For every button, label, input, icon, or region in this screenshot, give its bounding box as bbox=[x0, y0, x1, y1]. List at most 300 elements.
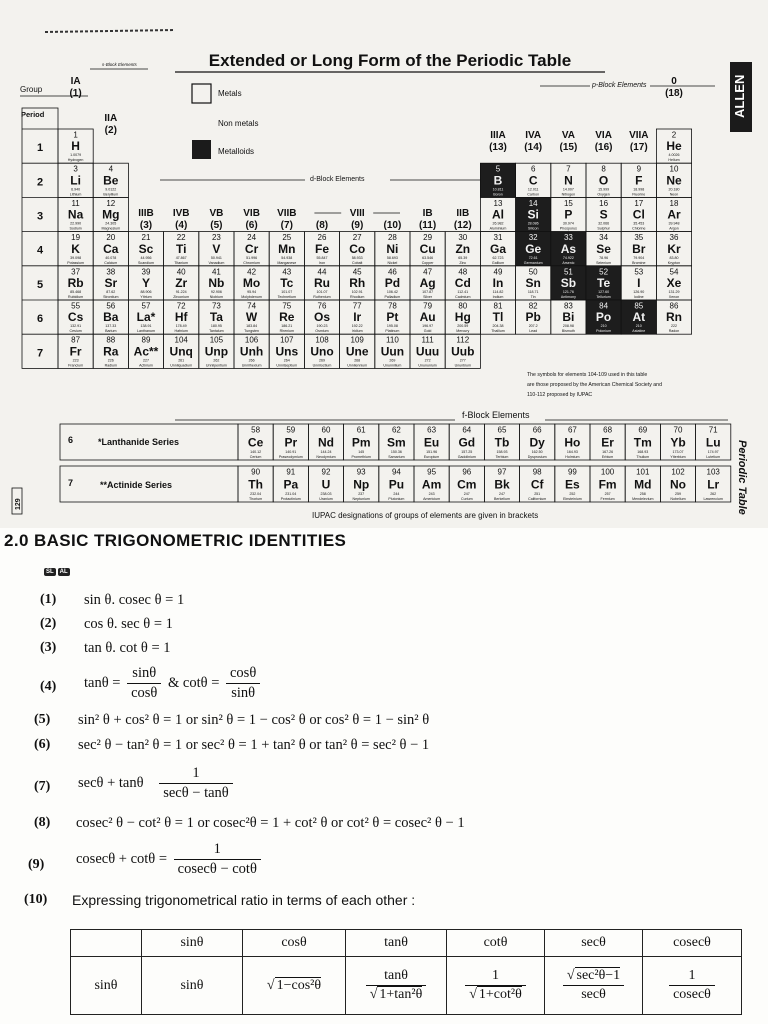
element-cell-th bbox=[238, 466, 273, 502]
element-symbol: Fe bbox=[314, 241, 330, 256]
element-symbol: Ge bbox=[525, 241, 542, 256]
element-name: Cerium bbox=[249, 455, 262, 459]
element-cell-nb bbox=[199, 266, 234, 300]
element-cell-cf bbox=[520, 466, 555, 502]
atomic-number: 12 bbox=[106, 198, 116, 208]
atomic-number: 25 bbox=[282, 233, 292, 243]
element-symbol: Cl bbox=[632, 207, 645, 222]
element-name: Ununnilium bbox=[383, 363, 402, 368]
element-cell-zr bbox=[164, 266, 199, 300]
identity-text: cosec² θ − cot² θ = 1 or cosec²θ = 1 + cot² θ or cot² θ = cosec² θ − 1 bbox=[76, 815, 465, 831]
atomic-mass: 237 bbox=[358, 492, 365, 496]
atomic-number: 111 bbox=[421, 335, 434, 345]
element-symbol: I bbox=[637, 276, 641, 291]
element-symbol: Y bbox=[141, 276, 151, 291]
element-cell-cl bbox=[621, 197, 656, 231]
tan-lhs: tanθ = bbox=[84, 674, 121, 691]
period-number: 5 bbox=[36, 278, 44, 291]
atomic-number: 45 bbox=[352, 267, 362, 277]
element-cell-unq bbox=[164, 334, 199, 368]
element-cell-pd bbox=[375, 266, 410, 300]
element-name: Unnilennium bbox=[347, 363, 368, 368]
legend-nonmetals-label: Non metals bbox=[218, 119, 259, 128]
atomic-mass: 231.04 bbox=[285, 492, 297, 496]
atomic-mass: 192.22 bbox=[351, 324, 363, 329]
element-cell-as bbox=[551, 232, 586, 266]
element-name: Silicon bbox=[527, 226, 539, 231]
element-symbol: W bbox=[245, 310, 258, 325]
element-cell-ga bbox=[480, 232, 515, 266]
element-symbol: Uun bbox=[380, 344, 405, 359]
group-numeral: IVA bbox=[525, 130, 542, 141]
element-symbol: Ca bbox=[103, 241, 119, 256]
table-header-cell: secθ bbox=[545, 930, 643, 957]
atomic-number: 84 bbox=[599, 301, 609, 311]
element-name: Argon bbox=[669, 226, 679, 231]
actinide-row-number: 7 bbox=[68, 478, 74, 488]
atomic-mass: 140.12 bbox=[250, 450, 262, 454]
element-name: Oxygen bbox=[597, 192, 610, 197]
element-symbol: Pm bbox=[351, 435, 371, 450]
element-cell-la bbox=[128, 300, 163, 334]
atomic-mass: 262 bbox=[710, 492, 717, 496]
atomic-number: 24 bbox=[247, 233, 257, 243]
group-numeral: IVB bbox=[172, 208, 190, 219]
group-numeral: VIB bbox=[243, 208, 260, 219]
element-symbol: Zr bbox=[175, 276, 188, 291]
element-cell-mn bbox=[269, 232, 304, 266]
element-name: Uranium bbox=[319, 497, 333, 501]
atomic-mass: 226 bbox=[107, 358, 114, 363]
side-periodic-table-label: Periodic Table bbox=[736, 440, 748, 515]
atomic-mass: 247 bbox=[499, 492, 505, 496]
atomic-mass: 74.922 bbox=[562, 255, 574, 260]
element-symbol: Ho bbox=[564, 435, 581, 450]
element-symbol: Ne bbox=[666, 173, 682, 188]
element-cell-si bbox=[516, 197, 551, 231]
element-name: Technetium bbox=[277, 295, 296, 299]
sec-plus-tan-lhs: secθ + tanθ bbox=[78, 774, 144, 791]
element-name: Krypton bbox=[667, 260, 681, 265]
table-header-cell bbox=[71, 930, 142, 957]
reciprocal-fraction: $\frac{1}{\sec\theta - \tan\theta}$ bbox=[159, 765, 233, 802]
element-name: Mercury bbox=[456, 329, 470, 334]
atomic-mass: 91.224 bbox=[175, 290, 187, 294]
element-cell-ge bbox=[516, 232, 551, 266]
element-name: Cesium bbox=[69, 329, 82, 334]
table-header-cell: tanθ bbox=[346, 930, 447, 957]
atomic-number: 48 bbox=[458, 267, 468, 277]
group-number: (15) bbox=[559, 142, 578, 153]
atomic-mass: 39.948 bbox=[668, 221, 680, 226]
element-cell-ce bbox=[238, 424, 273, 460]
element-cell-une bbox=[340, 334, 375, 368]
lanthanide-row-number: 6 bbox=[68, 435, 74, 445]
atomic-number: 19 bbox=[71, 233, 81, 243]
group-numeral: IB bbox=[422, 208, 433, 219]
element-name: Tungsten bbox=[244, 329, 260, 334]
element-cell-cd bbox=[445, 266, 480, 300]
atomic-mass: 88.906 bbox=[140, 290, 152, 294]
element-symbol: Li bbox=[70, 173, 81, 188]
element-name: Europium bbox=[423, 455, 440, 459]
element-symbol: Co bbox=[349, 241, 366, 256]
atomic-number: 57 bbox=[141, 301, 151, 311]
element-symbol: Ru bbox=[314, 276, 330, 291]
atomic-mass: 196.97 bbox=[422, 324, 434, 329]
element-symbol: Er bbox=[601, 435, 614, 450]
atomic-number: 4 bbox=[108, 164, 114, 174]
atomic-mass: 227 bbox=[143, 358, 149, 363]
element-symbol: Po bbox=[595, 310, 612, 325]
identity-4 bbox=[0, 665, 768, 705]
element-cell-o bbox=[586, 163, 621, 197]
atomic-number: 107 bbox=[280, 335, 294, 345]
atomic-number: 108 bbox=[315, 335, 329, 345]
page-number: 129 bbox=[15, 498, 22, 510]
element-name: Unnilhexium bbox=[241, 363, 262, 368]
atomic-number: 67 bbox=[567, 425, 577, 435]
level-badges bbox=[44, 568, 70, 576]
element-symbol: Cr bbox=[244, 241, 259, 256]
atomic-mass: 207.2 bbox=[528, 324, 538, 329]
element-symbol: Hg bbox=[454, 310, 471, 325]
group-number: (4) bbox=[175, 220, 188, 231]
group-number: (8) bbox=[315, 220, 329, 231]
element-symbol: Ir bbox=[353, 310, 362, 325]
element-cell-fr bbox=[58, 334, 93, 368]
atomic-mass: 158.93 bbox=[496, 450, 508, 454]
element-symbol: Be bbox=[103, 173, 119, 188]
element-cell-er bbox=[590, 424, 625, 460]
atomic-number: 88 bbox=[106, 335, 116, 345]
atomic-mass: 47.867 bbox=[175, 255, 187, 260]
atomic-mass: 54.938 bbox=[281, 255, 293, 260]
atomic-mass: 162.50 bbox=[531, 450, 543, 454]
element-symbol: Tm bbox=[633, 435, 652, 450]
atomic-mass: 200.59 bbox=[457, 324, 469, 329]
atomic-mass: 79.904 bbox=[633, 255, 645, 260]
atomic-number: 16 bbox=[599, 198, 609, 208]
atomic-number: 34 bbox=[599, 233, 609, 243]
element-name: Beryllium bbox=[103, 192, 119, 197]
group-number: (3) bbox=[139, 220, 153, 231]
atomic-mass: 32.066 bbox=[598, 221, 610, 226]
element-symbol: B bbox=[493, 173, 503, 188]
element-cell-b bbox=[480, 163, 515, 197]
element-name: Unununium bbox=[418, 363, 437, 368]
atomic-number: 82 bbox=[528, 301, 538, 311]
element-symbol: Rn bbox=[666, 310, 682, 325]
atomic-number: 76 bbox=[317, 301, 327, 311]
element-symbol: Sn bbox=[525, 276, 541, 291]
identity-text: sec² θ − tan² θ = 1 or sec² θ = 1 + tan² θ or tan² θ = sec² θ − 1 bbox=[78, 737, 430, 753]
element-name: Promethium bbox=[351, 455, 371, 459]
atomic-mass: 183.84 bbox=[246, 324, 258, 329]
element-name: Cadmium bbox=[455, 295, 471, 299]
element-symbol: Mn bbox=[278, 241, 296, 256]
element-symbol: Pb bbox=[525, 310, 541, 325]
atomic-number: 71 bbox=[708, 425, 718, 435]
element-name: Platinum bbox=[385, 329, 400, 334]
element-symbol: Cd bbox=[454, 276, 471, 291]
element-cell-np bbox=[344, 466, 379, 502]
atomic-number: 1 bbox=[73, 130, 78, 140]
element-cell-gd bbox=[449, 424, 484, 460]
element-name: Antimony bbox=[560, 295, 576, 299]
atomic-number: 42 bbox=[247, 267, 257, 277]
table-header-cell: cosθ bbox=[243, 930, 346, 957]
atomic-number: 5 bbox=[495, 164, 501, 174]
element-name: Lawrencium bbox=[703, 497, 723, 501]
atomic-mass: 6.940 bbox=[71, 187, 81, 192]
element-cell-be bbox=[93, 163, 128, 197]
atomic-mass: 210 bbox=[600, 324, 607, 329]
atomic-number: 29 bbox=[423, 233, 433, 243]
atomic-mass: 106.42 bbox=[386, 290, 398, 294]
atomic-mass: 63.546 bbox=[422, 255, 434, 260]
table-cell: $\frac{1}{\text{√ 1+cot²θ}}$ bbox=[447, 957, 545, 1015]
atomic-mass: 50.941 bbox=[210, 255, 222, 260]
atomic-number: 40 bbox=[176, 267, 186, 277]
element-symbol: Ce bbox=[247, 435, 264, 450]
period-number: 6 bbox=[36, 313, 44, 326]
group-number: (17) bbox=[629, 142, 648, 153]
element-symbol: Np bbox=[353, 477, 370, 492]
element-name: Tin bbox=[530, 295, 536, 299]
atomic-mass: 238.03 bbox=[320, 492, 332, 496]
element-name: Curium bbox=[461, 497, 473, 501]
identity-number: (9) bbox=[28, 857, 45, 872]
atomic-number: 10 bbox=[669, 164, 679, 174]
table-header-cell: cotθ bbox=[447, 930, 545, 957]
element-name: Scandium bbox=[138, 260, 154, 265]
atomic-mass: 118.71 bbox=[527, 290, 539, 294]
atomic-mass: 40.078 bbox=[105, 255, 117, 260]
element-name: Calcium bbox=[104, 260, 118, 265]
atomic-number: 101 bbox=[636, 467, 650, 477]
group-number: (12) bbox=[453, 220, 472, 231]
atomic-mass: 28.086 bbox=[527, 221, 539, 226]
atomic-number: 7 bbox=[566, 164, 571, 174]
element-cell-ir bbox=[340, 300, 375, 334]
element-name: Americium bbox=[423, 497, 441, 501]
element-cell-ac bbox=[128, 334, 163, 368]
group-number: (1) bbox=[69, 88, 82, 99]
cos-over-sin-fraction: $\frac{\cos\theta}{\sin\theta}$ bbox=[226, 665, 260, 702]
element-symbol: Ga bbox=[489, 241, 507, 256]
element-cell-pb bbox=[516, 300, 551, 334]
group-number: (5) bbox=[210, 220, 223, 231]
element-symbol: Cs bbox=[67, 310, 84, 325]
atomic-number: 59 bbox=[286, 425, 296, 435]
atomic-number: 63 bbox=[427, 425, 437, 435]
element-symbol: Ta bbox=[209, 310, 223, 325]
element-name: Boron bbox=[493, 192, 503, 197]
element-symbol: Al bbox=[492, 207, 504, 222]
atomic-number: 21 bbox=[141, 233, 151, 243]
atomic-number: 81 bbox=[493, 301, 503, 311]
atomic-number: 85 bbox=[634, 301, 644, 311]
element-name: Yttrium bbox=[140, 295, 152, 299]
element-cell-no bbox=[660, 466, 695, 502]
element-cell-te bbox=[586, 266, 621, 300]
element-symbol: Am bbox=[421, 477, 442, 492]
element-symbol: Fr bbox=[69, 344, 82, 359]
element-name: Thallium bbox=[491, 329, 505, 334]
atomic-mass: 72.61 bbox=[528, 255, 538, 260]
element-name: Aluminium bbox=[489, 226, 507, 231]
element-name: Bismuth bbox=[561, 329, 575, 334]
atomic-number: 22 bbox=[176, 233, 186, 243]
atomic-mass: 62.723 bbox=[492, 255, 504, 260]
element-cell-pt bbox=[375, 300, 410, 334]
f-block-cells bbox=[60, 424, 731, 502]
atomic-mass: 10.811 bbox=[492, 187, 504, 192]
element-name: Lanthanum bbox=[137, 329, 155, 334]
element-symbol: Eu bbox=[423, 435, 440, 450]
element-symbol: Cm bbox=[457, 477, 477, 492]
element-cell-hf bbox=[164, 300, 199, 334]
element-symbol: Pd bbox=[384, 276, 401, 291]
element-symbol: Lu bbox=[705, 435, 721, 450]
element-name: Helium bbox=[668, 158, 680, 163]
element-name: Actinium bbox=[139, 363, 153, 368]
identity-9 bbox=[0, 841, 768, 887]
atomic-number: 68 bbox=[603, 425, 613, 435]
group-number: (11) bbox=[418, 220, 437, 231]
atomic-number: 51 bbox=[563, 267, 573, 277]
atomic-number: 8 bbox=[601, 164, 606, 174]
element-cell-sc bbox=[128, 232, 163, 266]
atomic-number: 80 bbox=[458, 301, 468, 311]
atomic-mass: 126.90 bbox=[633, 290, 645, 294]
symbols-note: The symbols for elements 104-109 used in this table are those proposed by the American Chemical Society and 110-112 proposed by IUPAC bbox=[527, 372, 662, 398]
atomic-number: 61 bbox=[356, 425, 366, 435]
element-name: Osmium bbox=[315, 329, 329, 334]
element-name: Radium bbox=[104, 363, 117, 368]
element-cell-nd bbox=[308, 424, 343, 460]
element-name: Titanium bbox=[174, 260, 189, 265]
element-symbol: N bbox=[564, 173, 573, 188]
element-symbol: Sb bbox=[560, 276, 577, 291]
atomic-number: 39 bbox=[141, 267, 151, 277]
element-symbol: C bbox=[528, 173, 538, 188]
atomic-number: 28 bbox=[387, 233, 397, 243]
atomic-mass: 132.91 bbox=[70, 324, 82, 329]
group-numeral: IA bbox=[70, 76, 81, 87]
atomic-number: 23 bbox=[211, 233, 221, 243]
element-name: Molybdenum bbox=[241, 295, 262, 299]
level-badge-sl: SL bbox=[46, 569, 54, 575]
element-name: Hafnium bbox=[174, 329, 188, 334]
element-name: Magnesium bbox=[101, 226, 121, 231]
level-badge-al: AL bbox=[59, 569, 68, 575]
table-row-label: sinθ bbox=[71, 957, 142, 1015]
element-cell-k bbox=[58, 232, 93, 266]
atomic-number: 72 bbox=[176, 301, 186, 311]
atomic-number: 97 bbox=[497, 467, 507, 477]
element-cell-pr bbox=[273, 424, 308, 460]
atomic-number: 90 bbox=[251, 467, 261, 477]
element-cell-ti bbox=[164, 232, 199, 266]
atomic-number: 70 bbox=[673, 425, 683, 435]
atomic-number: 75 bbox=[282, 301, 292, 311]
element-symbol: Sm bbox=[387, 435, 406, 450]
group-numeral: VB bbox=[209, 208, 224, 219]
element-symbol: Tb bbox=[494, 435, 510, 450]
element-cell-mo bbox=[234, 266, 269, 300]
period-headers bbox=[22, 108, 58, 368]
element-name: Chlorine bbox=[632, 226, 646, 231]
element-name: Zinc bbox=[459, 260, 467, 265]
element-cell-al bbox=[480, 197, 515, 231]
atomic-number: 78 bbox=[387, 301, 397, 311]
element-symbol: Hf bbox=[174, 310, 188, 325]
element-symbol: Bi bbox=[562, 310, 575, 325]
atomic-number: 54 bbox=[669, 267, 679, 277]
atomic-mass: 65.39 bbox=[458, 255, 468, 260]
element-cell-ba bbox=[93, 300, 128, 334]
period-number: 1 bbox=[36, 142, 44, 155]
element-cell-li bbox=[58, 163, 93, 197]
element-symbol: Uns bbox=[275, 344, 299, 359]
table-cell: $\frac{1}{cosec\theta}$ bbox=[643, 957, 742, 1015]
atomic-mass: 174.97 bbox=[707, 450, 719, 454]
element-symbol: Lr bbox=[707, 477, 720, 492]
element-symbol: Ti bbox=[175, 241, 187, 256]
element-name: Sulphur bbox=[597, 226, 610, 231]
element-symbol: Cu bbox=[419, 241, 436, 256]
element-symbol: Pr bbox=[284, 435, 298, 450]
element-cell-y bbox=[128, 266, 163, 300]
element-cell-hg bbox=[445, 300, 480, 334]
element-cell-s bbox=[586, 197, 621, 231]
iupac-footer: IUPAC designations of groups of elements are given in brackets bbox=[312, 511, 539, 520]
element-cell-lu bbox=[696, 424, 731, 460]
element-name: Terbium bbox=[495, 455, 509, 459]
atomic-mass: 144.24 bbox=[320, 450, 332, 454]
element-name: Barium bbox=[105, 329, 117, 334]
element-symbol: Th bbox=[248, 477, 263, 492]
lanthanide-series-label: *Lanthanide Series bbox=[98, 437, 180, 447]
atomic-mass: 164.93 bbox=[566, 450, 578, 454]
element-cell-ta bbox=[199, 300, 234, 334]
identity-number: (8) bbox=[34, 815, 51, 830]
element-symbol: Au bbox=[419, 310, 436, 325]
element-cell-rh bbox=[340, 266, 375, 300]
atomic-mass: 252 bbox=[569, 492, 576, 496]
group-numeral: IIA bbox=[104, 113, 118, 124]
element-name: Palladium bbox=[384, 295, 401, 299]
period-label: Period bbox=[21, 110, 45, 119]
atomic-mass: 121.76 bbox=[562, 290, 574, 294]
table-row bbox=[71, 957, 742, 1015]
atomic-number: 55 bbox=[71, 301, 81, 311]
atomic-number: 17 bbox=[634, 198, 644, 208]
element-cell-c bbox=[516, 163, 551, 197]
element-cell-co bbox=[340, 232, 375, 266]
actinide-series-label: **Actinide Series bbox=[100, 480, 173, 490]
element-cell-unp bbox=[199, 334, 234, 368]
element-name: Cobalt bbox=[352, 260, 363, 265]
element-cell-mg bbox=[93, 197, 128, 231]
element-cell-bi bbox=[551, 300, 586, 334]
element-symbol: As bbox=[560, 241, 577, 256]
atomic-mass: 204.38 bbox=[492, 324, 504, 329]
reciprocal-fraction: $\frac{1}{cosec\theta - \cot\theta}$ bbox=[174, 841, 261, 878]
group-numeral: IIIB bbox=[138, 208, 154, 219]
